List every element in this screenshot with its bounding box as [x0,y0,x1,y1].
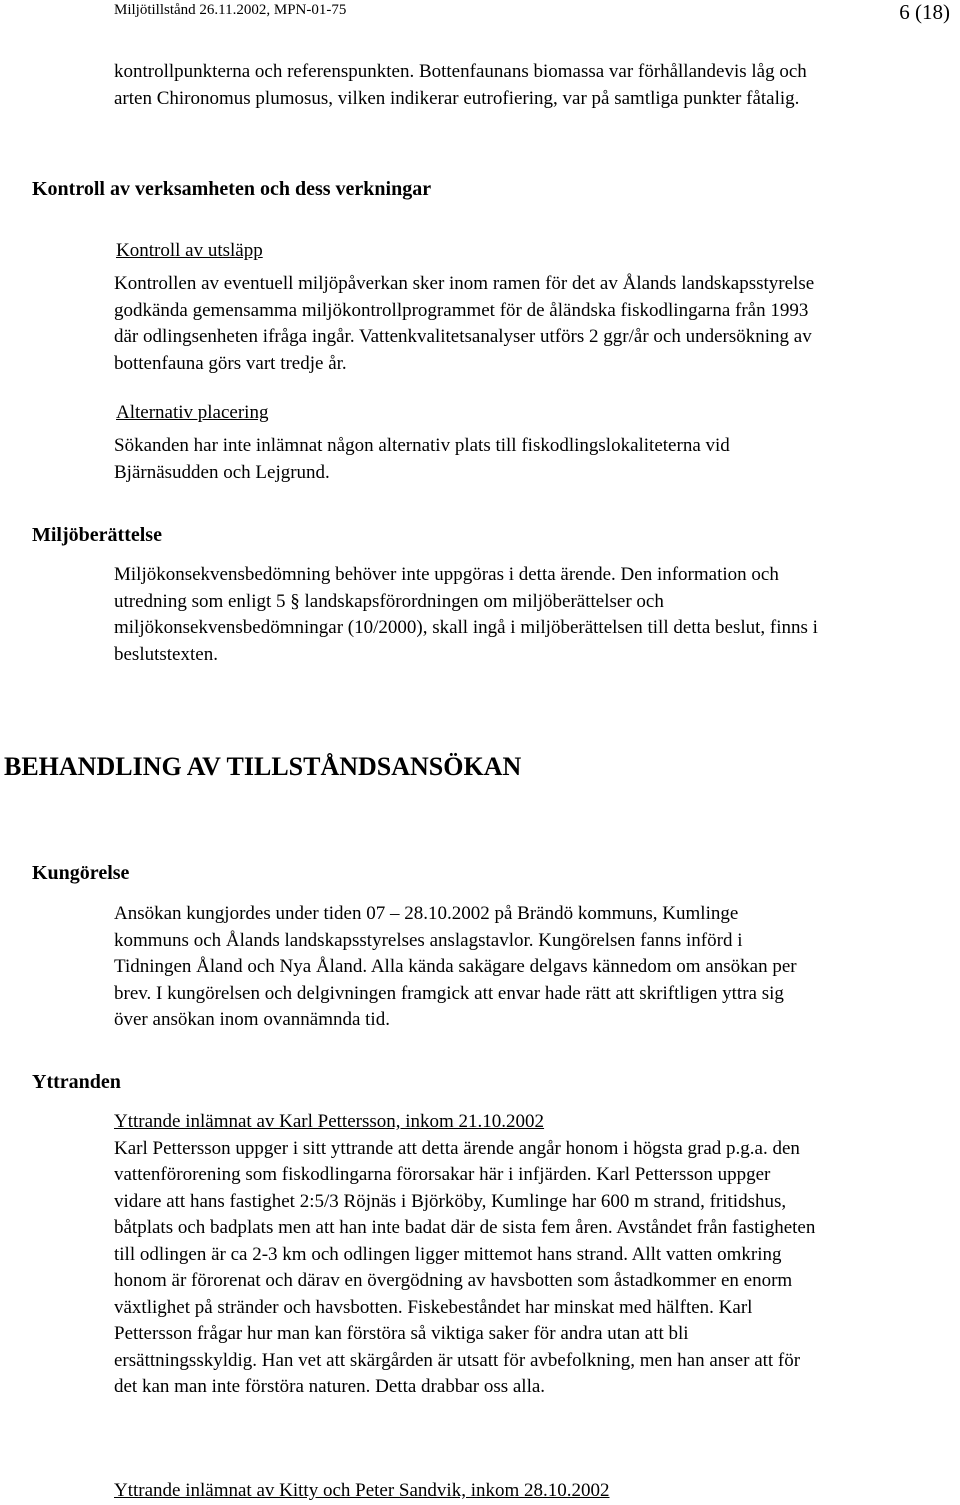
paragraph-kungorelse [114,901,960,1034]
page-number: 6 (18) [899,0,950,24]
paragraph-line: Miljökonsekvensbedömning behöver inte uppgöras i detta ärende. Den information och [114,564,779,585]
intro-line: kontrollpunkterna och referenspunkten. Bottenfaunans biomassa var förhållandevis låg och [114,61,807,82]
subheading-kontroll-utslapp: Kontroll av utsläpp [116,240,263,261]
paragraph-miljoberattelse [114,562,960,668]
section-heading-miljoberattelse: Miljöberättelse [32,524,162,546]
section-heading-kungorelse: Kungörelse [32,862,130,884]
paragraph-line: beslutstexten. [114,643,218,665]
paragraph-line: det kan man inte förstöra naturen. Detta drabbar oss alla. [114,1376,546,1397]
paragraph-line: kommuns och Ålands landskapsstyrelses anslagstavlor. Kungörelsen fanns införd i [114,929,743,951]
paragraph-line: bottenfauna görs vart tredje år. [114,352,347,374]
paragraph-line: godkända gemensamma miljökontrollprogrammet för de åländska fiskodlingarna från 1993 [114,299,809,321]
yttrande-title: Yttrande inlämnat av Karl Pettersson, inkom 21.10.2002 [114,1111,545,1132]
yttrande-title: Yttrande inlämnat av Kitty och Peter Sandvik, inkom 28.10.2002 [114,1480,610,1501]
paragraph-line: brev. I kungörelsen och delgivningen framgick att envar hade rätt att skriftligen yttra sig [114,982,784,1004]
paragraph-line: Kontrollen av eventuell miljöpåverkan sker inom ramen för det av Ålands landskapsstyrelse [114,273,815,294]
paragraph-line: över ansökan inom ovannämnda tid. [114,1009,390,1030]
section-heading-yttranden: Yttranden [32,1071,121,1093]
paragraph-line: växtlighet på stränder och havsbotten. Fiskebeståndet har minskat med hälften. Karl [114,1296,753,1318]
paragraph-line: ersättningsskyldig. Han vet att skärgården är utsatt för avbefolkning, men han anser att för [114,1349,801,1371]
section-heading-kontroll: Kontroll av verksamheten och dess verkningar [32,178,432,200]
paragraph-line: vidare att hans fastighet 2:5/3 Röjnäs i Björköby, Kumlinge har 600 m strand, fritidshus, [114,1190,787,1212]
yttrande-karl-pettersson [114,1109,960,1401]
paragraph-line: Sökanden har inte inlämnat någon alternativ plats till fiskodlingslokaliteterna vid [114,435,730,456]
main-heading: BEHANDLING AV TILLSTÅNDSANSÖKAN [4,752,522,781]
paragraph-line: miljökonsekvensbedömningar (10/2000), skall ingå i miljöberättelsen till detta beslut, finns i [114,617,818,638]
subheading-alternativ-placering: Alternativ placering [116,402,269,423]
paragraph-line: Bjärnäsudden och Lejgrund. [114,461,330,483]
paragraph-line: Ansökan kungjordes under tiden 07 – 28.10.2002 på Brändö kommuns, Kumlinge [114,903,739,924]
paragraph-alternativ-placering [114,433,960,486]
paragraph-line: till odlingen är ca 2-3 km och odlingen ligger mittemot hans strand. Allt vatten omkring [114,1243,782,1265]
intro-line: arten Chironomus plumosus, vilken indikerar eutrofiering, var på samtliga punkter fåtalig. [114,87,800,109]
paragraph-line: Karl Pettersson uppger i sitt yttrande att detta ärende angår honom i högsta grad p.g.a. den [114,1137,800,1159]
paragraph-line: där odlingsenheten ifråga ingår. Vattenkvalitetsanalyser utförs 2 ggr/år och undersökning av [114,326,812,347]
page-header-left: Miljötillstånd 26.11.2002, MPN-01-75 [114,2,347,18]
intro-paragraph [114,59,960,112]
paragraph-kontroll-utslapp [114,271,960,377]
paragraph-line: honom är förorenat och därav en övergödning av havsbotten som åstadkommer en enorm [114,1270,793,1291]
yttrande-sandvik [114,1478,960,1505]
paragraph-line: vattenförorening som fiskodlingarna förorsakar här i infjärden. Karl Pettersson uppger [114,1164,771,1185]
paragraph-line: Pettersson frågar hur man kan förstöra så viktiga saker för andra utan att bli [114,1323,689,1344]
paragraph-line: båtplats och badplats men att han inte badat där de sista fem åren. Avståndet från fastigheten [114,1217,816,1238]
paragraph-line: Tidningen Åland och Nya Åland. Alla kända sakägare delgavs kännedom om ansökan per [114,956,797,977]
paragraph-line: utredning som enligt 5 § landskapsförordningen om miljöberättelser och [114,590,664,612]
